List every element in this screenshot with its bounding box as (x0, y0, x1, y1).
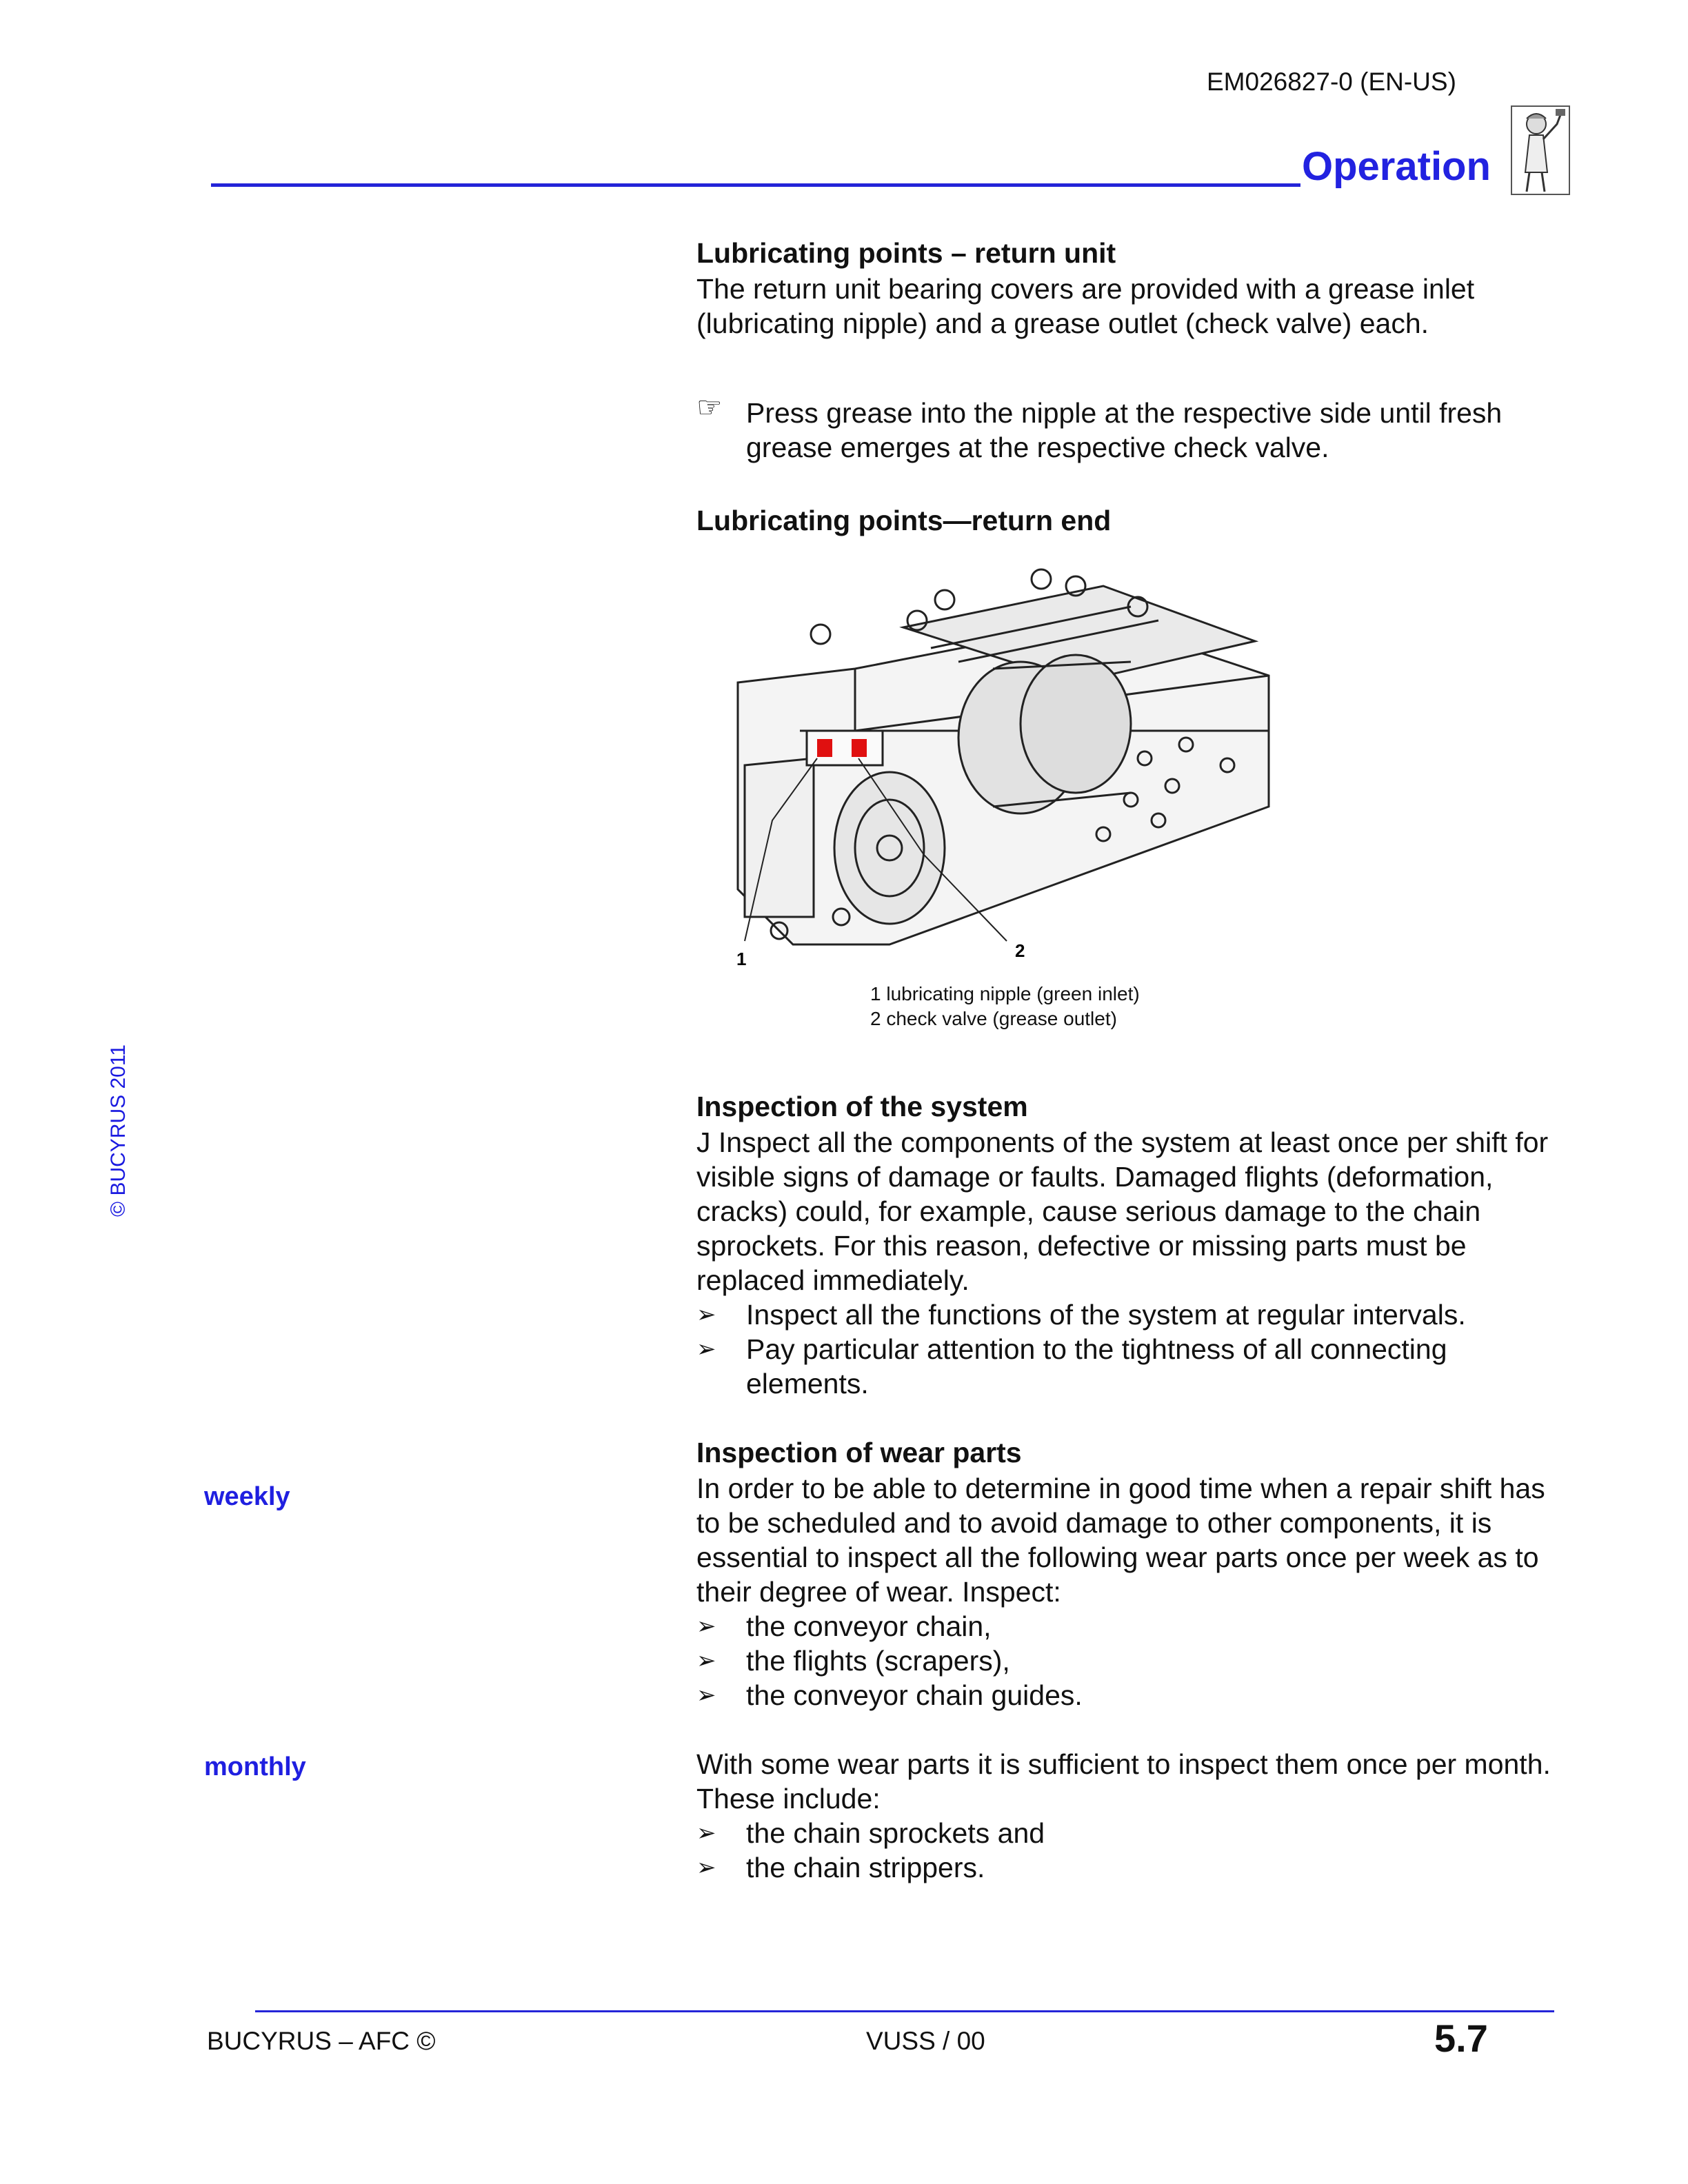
header-rule (211, 183, 1300, 187)
arrow-bullet-icon: ➢ (696, 1335, 716, 1363)
instruction-grease (696, 390, 1558, 465)
list-item: ➢ the chain sprockets and (696, 1817, 1045, 1849)
page-number: 5.7 (1434, 2016, 1488, 2060)
operator-with-tool-icon (1509, 103, 1572, 200)
return-end-drawing (717, 558, 1289, 972)
figure-label-2: 2 (1015, 940, 1025, 961)
heading-inspection-system: Inspection of the system (696, 1091, 1028, 1122)
heading-lube-return-unit: Lubricating points – return unit (696, 237, 1116, 269)
heading-inspection-wear: Inspection of wear parts (696, 1437, 1022, 1468)
check-valve-marker (852, 739, 867, 757)
grease-inlet-marker (817, 739, 832, 757)
footer-company: BUCYRUS – AFC © (207, 2027, 436, 2055)
arrow-bullet-icon: ➢ (696, 1819, 716, 1847)
arrow-bullet-icon: ➢ (696, 1681, 716, 1709)
paragraph-inspection-system: J Inspect all the components of the system at least once per shift for visible signs of damage or faults. Damaged flights (deformation, cracks) could, for example, cause serious damage to the chain sprockets. For this reason, defective or missing parts must be replaced immediately. (696, 1126, 1549, 1296)
footer-doc-ref: VUSS / 00 (866, 2027, 985, 2055)
figure-caption-2: 2 check valve (grease outlet) (870, 1008, 1117, 1029)
list-item: ➢ the conveyor chain guides. (696, 1679, 1083, 1711)
margin-label-weekly: weekly (204, 1482, 290, 1511)
list-item: ➢ the conveyor chain, (696, 1610, 992, 1642)
paragraph-lube-return-unit: The return unit bearing covers are provided with a grease inlet (lubricating nipple) and a grease outlet (check valve) each. (696, 273, 1475, 339)
figure-caption-1: 1 lubricating nipple (green inlet) (870, 983, 1140, 1004)
paragraph-monthly: With some wear parts it is sufficient to inspect them once per month. These include: (696, 1748, 1551, 1814)
section-title: Operation (1302, 144, 1491, 189)
paragraph-inspection-wear: In order to be able to determine in good time when a repair shift has to be scheduled and to avoid damage to other components, it is essential to inspect all the following wear parts once per week as to their degree of wear. Inspect: (696, 1473, 1545, 1608)
arrow-bullet-icon: ➢ (696, 1612, 716, 1640)
heading-lube-return-end: Lubricating points—return end (696, 505, 1112, 536)
list-item: ➢ Pay particular attention to the tightness of all connecting elements. (696, 1333, 1447, 1399)
footer-rule (255, 2010, 1554, 2012)
list-item: ➢ the chain strippers. (696, 1852, 985, 1883)
list-item: ➢ the flights (scrapers), (696, 1645, 1010, 1677)
side-copyright: © BUCYRUS 2011 (107, 1044, 130, 1217)
instruction-text: Press grease into the nipple at the respective side until fresh grease emerges at the respective check valve. (746, 397, 1503, 463)
margin-label-monthly: monthly (204, 1752, 306, 1781)
arrow-bullet-icon: ➢ (696, 1854, 716, 1881)
pointing-hand-icon: ☞ (696, 390, 723, 424)
document-id: EM026827-0 (EN-US) (1207, 68, 1456, 96)
arrow-bullet-icon: ➢ (696, 1647, 716, 1675)
list-item: ➢ Inspect all the functions of the system at regular intervals. (696, 1299, 1466, 1331)
figure-label-1: 1 (736, 949, 747, 969)
arrow-bullet-icon: ➢ (696, 1301, 716, 1328)
